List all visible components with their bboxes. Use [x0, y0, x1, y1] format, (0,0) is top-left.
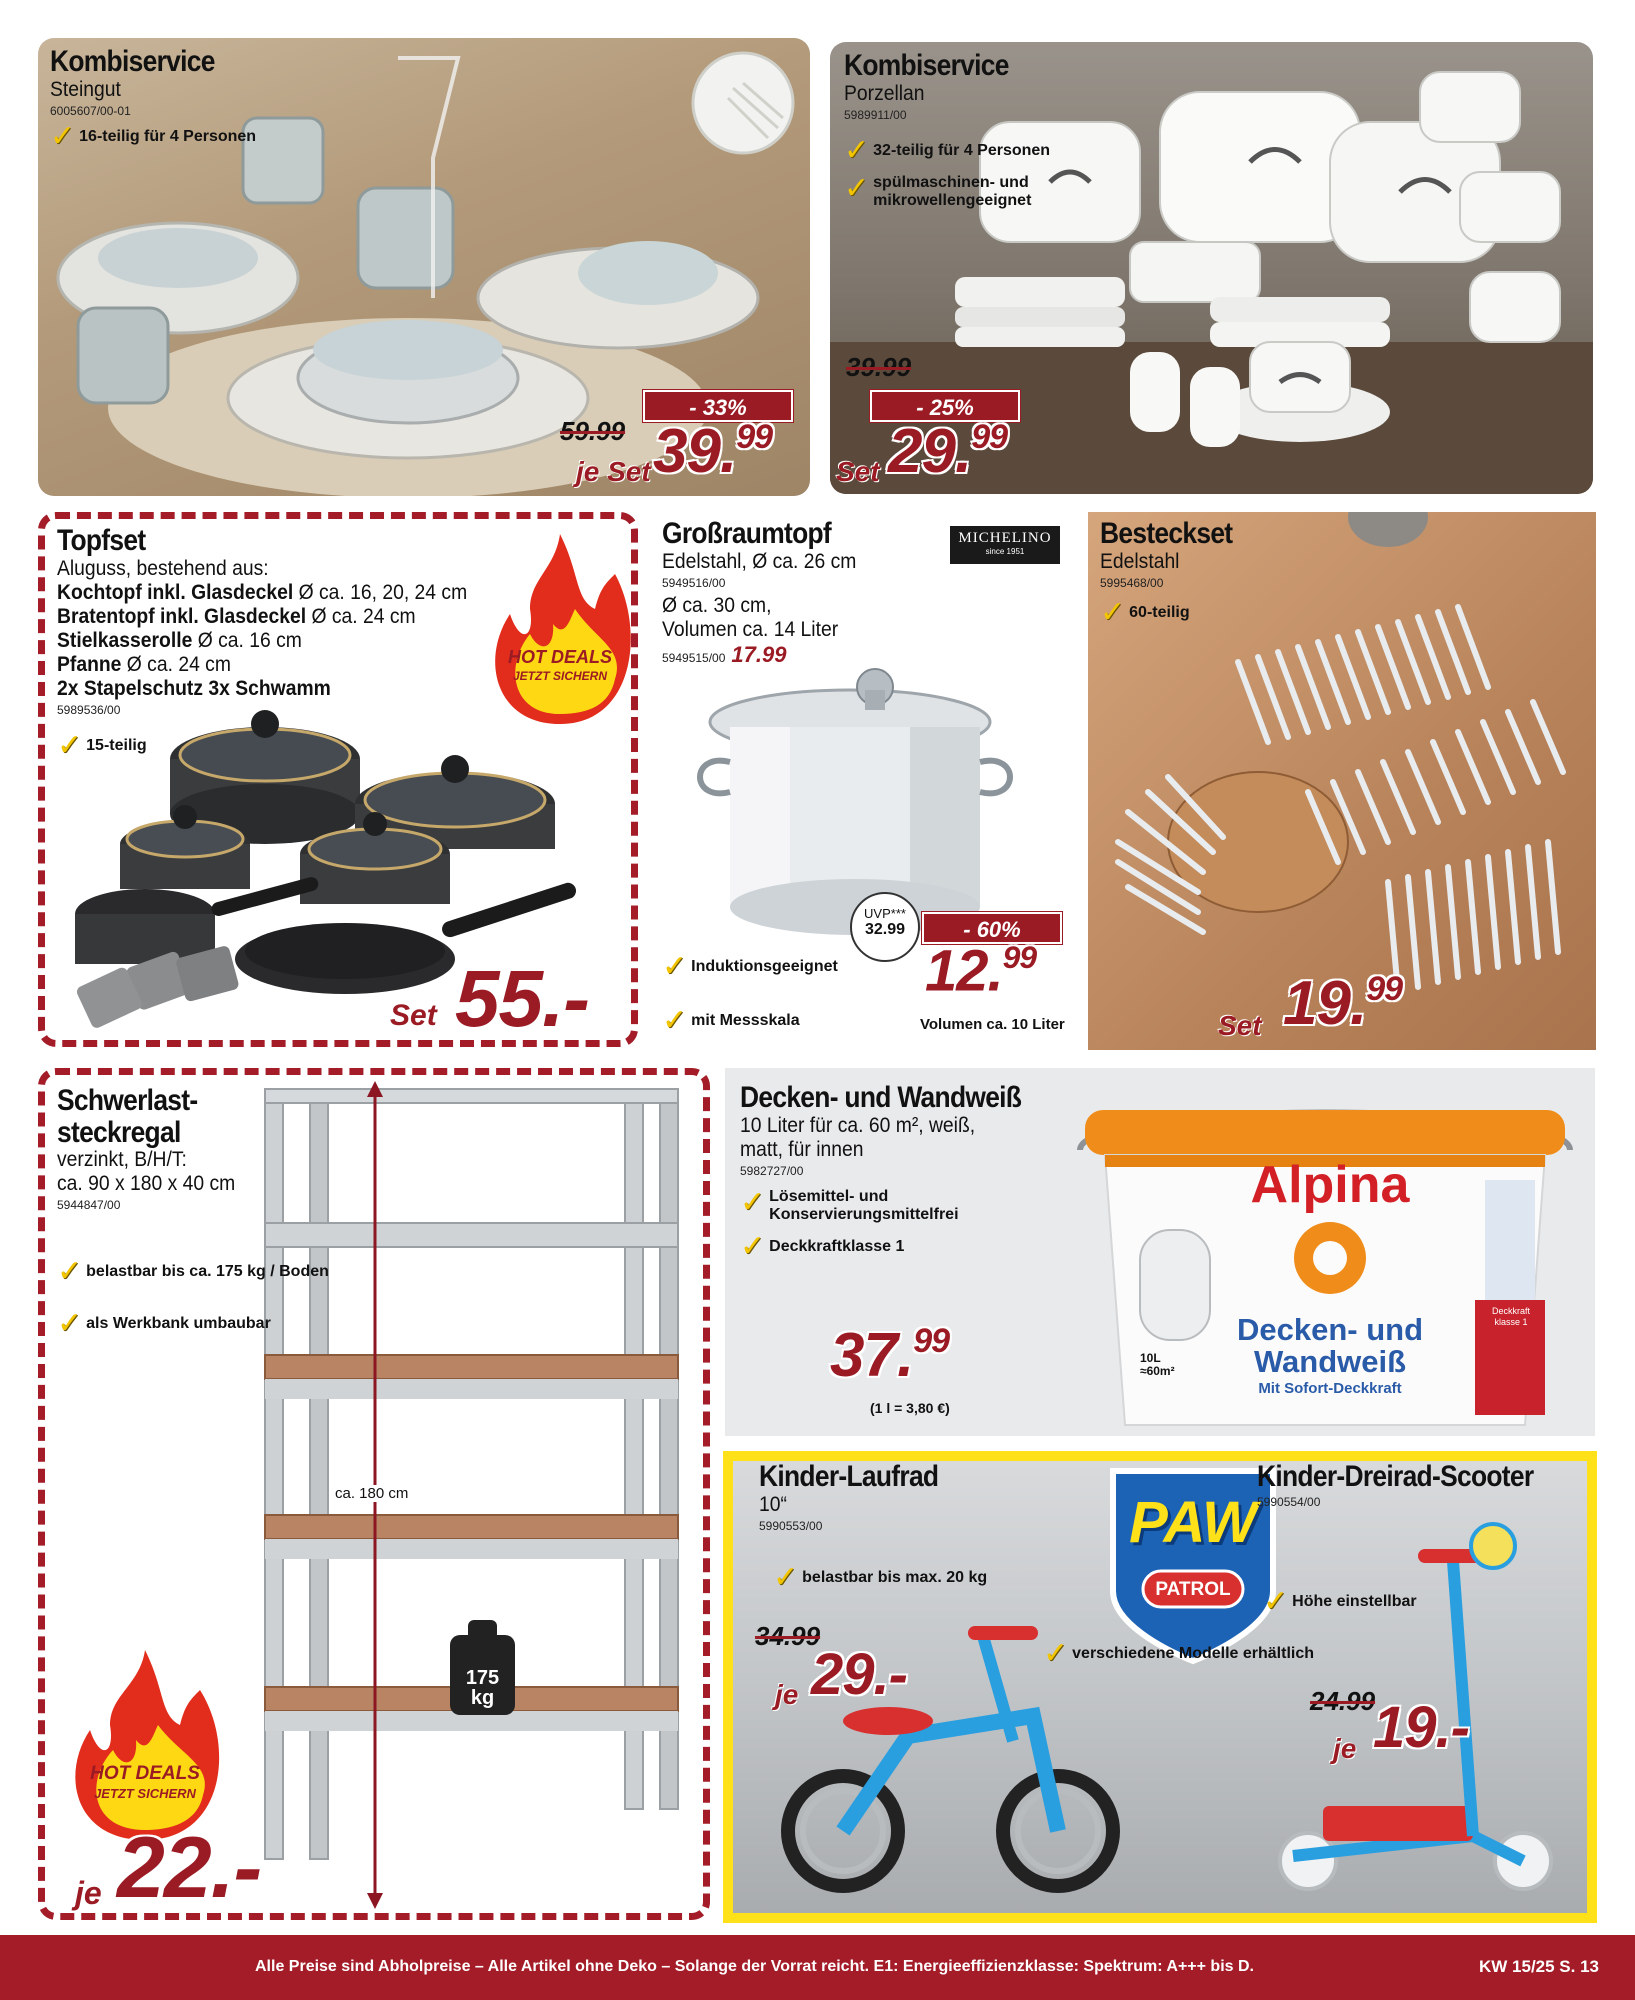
- price-unit: je Set: [576, 456, 651, 487]
- unit-price: (1 l = 3,80 €): [870, 1400, 950, 1416]
- feature-item: ✓ 32-teilig für 4 Personen: [844, 133, 1051, 167]
- feature-item: ✓ mit Messskala: [662, 1004, 800, 1037]
- product-dimensions: ca. 90 x 180 x 40 cm: [57, 1172, 236, 1196]
- check-icon: ✓: [740, 1229, 766, 1263]
- check-icon: ✓: [50, 119, 76, 153]
- paw-logo-subtext: PATROL: [1155, 1579, 1231, 1600]
- check-icon: ✓: [844, 133, 870, 167]
- volume-note: Volumen ca. 10 Liter: [920, 1016, 1065, 1033]
- feature-item: ✓ spülmaschinen- und mikrowellengeeignet: [844, 171, 1032, 209]
- page-number: KW 15/25 S. 13: [1478, 1957, 1599, 1976]
- laufrad-old-price: 34.99: [755, 1621, 821, 1651]
- bucket-tagline: Mit Sofort-Deckkraft: [1258, 1380, 1402, 1397]
- check-icon: ✓: [1263, 1585, 1289, 1618]
- component-item: Pfanne Ø ca. 24 cm: [57, 653, 231, 677]
- price: 29.99: [888, 416, 1008, 486]
- feature-item: ✓ 16-teilig für 4 Personen: [50, 119, 257, 153]
- footer-bar: [0, 1935, 1635, 2000]
- product-kombiservice-porzellan: [830, 42, 1593, 494]
- price: 22.-: [117, 1820, 262, 1916]
- check-icon: ✓: [740, 1185, 766, 1219]
- price-unit: je: [75, 1875, 102, 1911]
- price: 19.99: [1283, 968, 1403, 1038]
- check-icon: ✓: [1043, 1637, 1069, 1670]
- laufrad-price-unit: je: [775, 1679, 799, 1710]
- hot-deals-subtext: JETZT SICHERN: [94, 1786, 196, 1801]
- price: 12.99: [925, 938, 1037, 1004]
- component-list: [57, 581, 503, 702]
- check-icon: ✓: [662, 950, 688, 983]
- product-wandfarbe: [725, 1068, 1595, 1436]
- hot-deals-text: HOT DEALS: [90, 1763, 200, 1784]
- paint-bucket: [1070, 1080, 1580, 1430]
- feature-item: ✓ Lösemittel- und Konservierungsmittelfrei: [740, 1185, 959, 1223]
- laufrad-code: 5990553/00: [759, 1518, 823, 1533]
- product-code: 5982727/00: [740, 1163, 804, 1178]
- scooter-code: 5990554/00: [1257, 1494, 1321, 1509]
- product-title: Kombiservice: [50, 45, 215, 78]
- check-icon: ✓: [57, 1307, 83, 1340]
- product-code: 5989536/00: [57, 703, 121, 718]
- price: 55.-: [455, 954, 589, 1043]
- product-paw-patrol: [723, 1451, 1597, 1923]
- paw-inner: [733, 1461, 1587, 1913]
- bucket-label-line1: Decken- und: [1236, 1312, 1424, 1347]
- hot-deals-subtext: JETZT SICHERN: [512, 669, 607, 683]
- check-icon: ✓: [844, 171, 870, 205]
- product-desc: Edelstahl, Ø ca. 26 cm: [662, 549, 857, 573]
- variant-price-row: 5949515/00 17.99: [662, 641, 787, 667]
- variant-price: 17.99: [731, 641, 787, 667]
- laufrad-title: Kinder-Laufrad: [759, 1460, 939, 1493]
- product-desc-line2: matt, für innen: [740, 1137, 864, 1161]
- hot-deals-badge: [65, 1645, 225, 1845]
- product-title: Schwerlast-: [57, 1084, 198, 1117]
- product-besteckset: [1088, 512, 1596, 1050]
- product-code: 6005607/00-01: [50, 103, 131, 118]
- flame-icon: [485, 529, 635, 729]
- check-icon: ✓: [1100, 595, 1126, 629]
- product-title: Decken- und Wandweiß: [740, 1081, 1022, 1114]
- check-icon: ✓: [57, 729, 83, 763]
- feature-item: ✓ 15-teilig: [57, 729, 147, 763]
- hot-deals-badge: [485, 529, 635, 729]
- product-desc: Aluguss, bestehend aus:: [57, 556, 269, 580]
- price-unit: Set: [390, 999, 437, 1032]
- component-item: 2x Stapelschutz 3x Schwamm: [57, 677, 331, 701]
- scooter-title: Kinder-Dreirad-Scooter: [1257, 1460, 1534, 1493]
- feature-item: ✓ Höhe einstellbar: [1263, 1585, 1417, 1618]
- product-schwerlastregal: [38, 1068, 710, 1920]
- flame-icon: [65, 1645, 225, 1845]
- scooter-price-unit: je: [1333, 1733, 1357, 1764]
- variant-size: Ø ca. 30 cm,: [662, 593, 772, 617]
- footer-disclaimer: Alle Preise sind Abholpreise – Alle Artikel ohne Deko – Solange der Vorrat reicht. E1: Energieeffizienzklasse: Spektrum: A+++ bis D.: [255, 1958, 1254, 1975]
- product-title: Großraumtopf: [662, 517, 832, 550]
- product-kombiservice-steingut: [38, 38, 810, 496]
- price: 39.99: [653, 416, 773, 486]
- discount-badge: - 25%: [870, 390, 1020, 422]
- discount-badge: - 33%: [643, 390, 793, 422]
- product-title: Besteckset: [1100, 517, 1233, 550]
- product-material: Porzellan: [844, 81, 925, 105]
- feature-item: ✓ belastbar bis ca. 175 kg / Boden: [57, 1255, 329, 1288]
- weight-icon: 175 kg: [465, 1667, 500, 1709]
- old-price: 39.99: [846, 352, 912, 382]
- product-material: Steingut: [50, 77, 121, 101]
- price: 37.99: [830, 1320, 950, 1390]
- product-material: Edelstahl: [1100, 549, 1180, 573]
- price-unit: Set: [836, 456, 880, 487]
- price-unit: Set: [1218, 1010, 1262, 1041]
- laufrad-size: 10“: [759, 1492, 787, 1516]
- check-icon: ✓: [773, 1561, 799, 1594]
- discount-badge: - 60%: [922, 912, 1062, 944]
- variant-volume: Volumen ca. 14 Liter: [662, 617, 839, 641]
- check-icon: ✓: [662, 1004, 688, 1037]
- laufrad-price: 29.-: [811, 1642, 907, 1707]
- feature-item: ✓ belastbar bis max. 20 kg: [773, 1561, 988, 1594]
- bucket-size-label: 10L ≈60m²: [1140, 1351, 1175, 1379]
- check-icon: ✓: [57, 1255, 83, 1288]
- component-item: Kochtopf inkl. Glasdeckel Ø ca. 16, 20, 24 cm: [57, 580, 468, 604]
- hot-deals-text: HOT DEALS: [507, 647, 612, 667]
- paw-logo-text: PAW: [1129, 1490, 1257, 1555]
- product-code: 5944847/00: [57, 1198, 121, 1213]
- old-price: 59.99: [560, 416, 626, 446]
- product-grossraumtopf: [650, 512, 1070, 1047]
- bucket-label-line2: Wandweiß: [1253, 1344, 1407, 1379]
- scooter-price: 19.-: [1373, 1695, 1469, 1760]
- feature-item: ✓ Induktionsgeeignet: [662, 950, 838, 983]
- product-desc: verzinkt, B/H/T:: [57, 1148, 187, 1171]
- bucket-side-label: Deckkraft klasse 1: [1491, 1306, 1530, 1327]
- product-title: Topfset: [57, 524, 146, 557]
- scooter-old-price: 24.99: [1310, 1686, 1376, 1716]
- product-code: 5949516/00: [662, 575, 726, 590]
- product-desc: 10 Liter für ca. 60 m², weiß,: [740, 1113, 976, 1137]
- product-code: 5995468/00: [1100, 575, 1164, 590]
- feature-item: ✓ 60-teilig: [1100, 595, 1190, 629]
- feature-item: ✓ als Werkbank umbaubar: [57, 1307, 271, 1340]
- product-code: 5989911/00: [844, 107, 907, 122]
- bucket-brand-logo: Alpina: [1250, 1156, 1410, 1214]
- height-label: ca. 180 cm: [335, 1485, 409, 1502]
- feature-item: ✓ Deckkraftklasse 1: [740, 1229, 905, 1263]
- uvp-badge: UVP*** 32.99: [850, 892, 920, 962]
- feature-item: ✓ verschiedene Modelle erhältlich: [1043, 1637, 1315, 1670]
- product-topfset: [38, 512, 638, 1047]
- component-item: Bratentopf inkl. Glasdeckel Ø ca. 24 cm: [57, 604, 416, 628]
- component-item: Stielkasserolle Ø ca. 16 cm: [57, 628, 302, 652]
- brand-logo: MICHELINO since 1951: [950, 526, 1060, 564]
- product-title-line2: steckregal: [57, 1115, 181, 1149]
- product-title: Kombiservice: [844, 49, 1009, 82]
